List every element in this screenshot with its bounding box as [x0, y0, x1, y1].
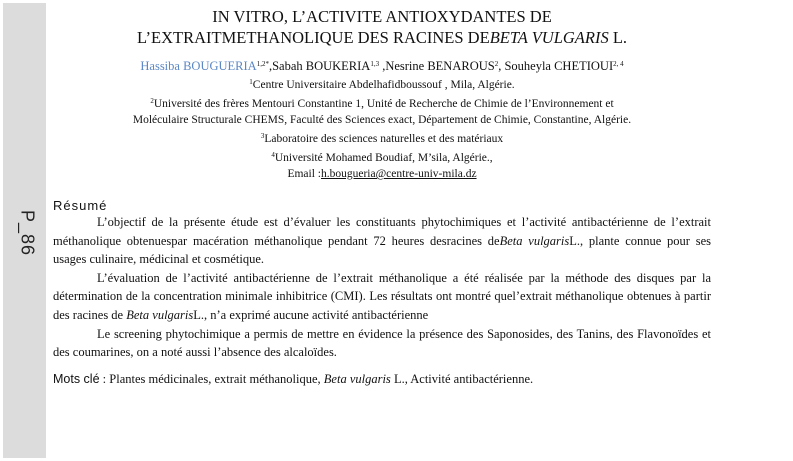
paragraph-text: L’évaluation de l’activité antibactérienne de l’extrait méthanolique a été réalisée par la méthode des disques par la détermination de la concentration minimale inhibitrice (CMI). Les résultats ont montré quel’extrait méthanolique obtenues à partir des racines de	[53, 270, 711, 322]
affiliation-mark: 1	[249, 78, 253, 86]
author-separator: ,	[379, 59, 386, 73]
paper-content	[53, 6, 711, 388]
species-name: Beta vulgaris	[499, 233, 570, 248]
email-link[interactable]: h.bougueria@centre-univ-mila.dz	[320, 168, 477, 180]
page-margin-bar	[3, 3, 46, 458]
affiliation-mark: 2	[150, 97, 154, 105]
affiliation-text: Moléculaire Structurale CHEMS, Faculté des Sciences exact, Département de Chimie, Constantine, Algérie.	[132, 114, 632, 126]
paragraph-text: L’objectif de la présente étude est d’évaluer les constituants phytochimiques et l’activité antibactérienne de l’extrait méthanolique obtenuespar macération méthanolique pendant 72 heures desracines de	[53, 215, 711, 248]
affiliation-line	[53, 128, 711, 147]
affiliation-text: Centre Universitaire Abdelhafidboussouf , Mila, Algérie.	[252, 79, 515, 91]
affiliation-line	[53, 147, 711, 166]
affiliation-text: Université des frères Mentouri Constantine 1, Unité de Recherche de Chimie de l’Environnement et	[153, 98, 614, 110]
email-label: Email :	[287, 168, 321, 180]
keywords-text: : Plantes médicinales, extrait méthanolique,	[99, 371, 324, 386]
title-species-name: BETA VULGARIS	[489, 28, 609, 47]
abstract-heading: Résumé	[53, 198, 108, 213]
keywords-line	[53, 370, 711, 388]
affiliation-mark: 3	[260, 132, 265, 140]
paragraph-text: L., n’a exprimé aucune activité antibactérienne	[193, 307, 429, 322]
paper-title	[53, 6, 711, 48]
author-name: Souheyla CHETIOUI	[504, 59, 614, 73]
author-separator: ,	[268, 59, 273, 73]
author-affiliation-mark: 2, 4	[613, 60, 624, 68]
author-affiliation-mark: 2	[494, 60, 499, 68]
title-line-2-end: L.	[608, 28, 628, 47]
author-affiliation-mark: 1,2*	[256, 60, 269, 68]
species-name: Beta vulgaris	[126, 307, 194, 322]
author-name: Nesrine BENAROUS	[385, 59, 495, 73]
abstract-paragraph-1	[53, 213, 711, 269]
abstract-paragraph-2	[53, 269, 711, 325]
affiliation-line	[53, 112, 711, 128]
paragraph-text: L., plante connue pour ses usages culinaire, médicinal et cosmétique.	[53, 233, 711, 267]
affiliation-line	[53, 74, 711, 93]
affiliation-mark: 4	[271, 151, 275, 159]
author-affiliation-mark: 1,3	[370, 60, 380, 68]
affiliation-text: Université Mohamed Boudiaf, M’sila, Algérie.,	[274, 152, 493, 164]
affiliation-text: Laboratoire des sciences naturelles et des matériaux	[264, 133, 504, 145]
keywords-text: L., Activité antibactérienne.	[390, 371, 534, 386]
author-list	[53, 56, 711, 74]
keywords-label: Mots clé	[53, 371, 100, 386]
affiliation-line	[53, 93, 711, 112]
author-name: Hassiba BOUGUERIA	[140, 59, 257, 73]
species-name: Beta vulgaris	[323, 371, 391, 386]
abstract-paragraph-3: Le screening phytochimique a permis de mettre en évidence la présence des Saponosides, des Tanins, des Flavonoïdes et des coumarines, on a noté aussi l’absence des alcaloïdes.	[53, 326, 711, 360]
page-number-label: P_86	[17, 209, 38, 257]
author-separator: ,	[498, 59, 505, 73]
author-name: Sabah BOUKERIA	[272, 59, 371, 73]
email-line	[53, 166, 711, 182]
title-line-2-start: L’EXTRAITMETHANOLIQUE DES RACINES DE	[136, 28, 490, 47]
title-line-1: IN VITRO, L’ACTIVITE ANTIOXYDANTES DE	[212, 7, 552, 26]
